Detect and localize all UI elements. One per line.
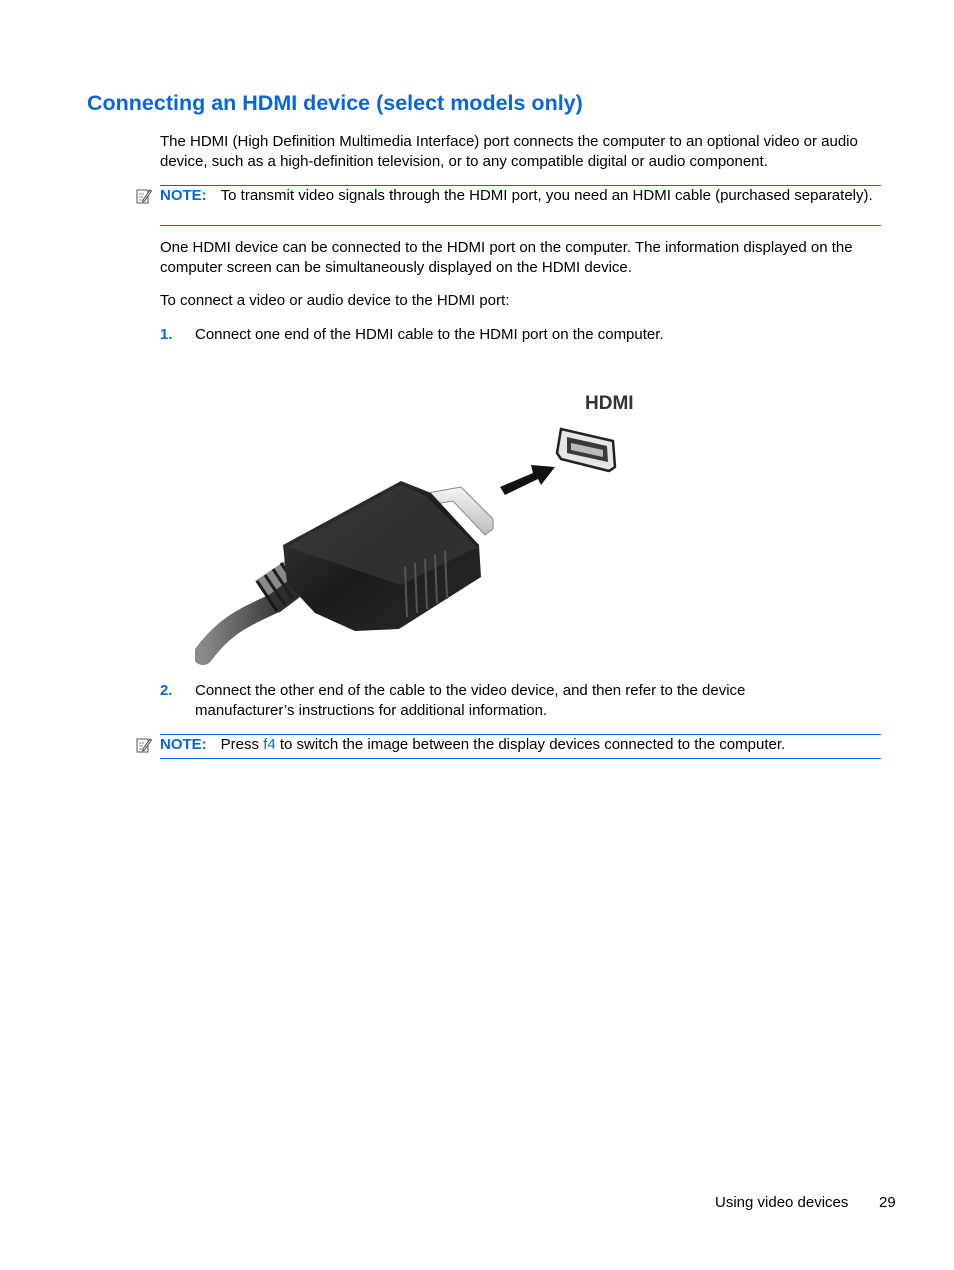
insertion-arrow (500, 465, 555, 495)
intro-paragraph: The HDMI (High Definition Multimedia Interface) port connects the computer to an optional video or audio device, such as a high-definition television, or to any compatible digital or audio component. (160, 133, 858, 170)
hdmi-port-label: HDMI (585, 393, 634, 414)
note-text: To transmit video signals through the HDMI port, you need an HDMI cable (purchased separately). (220, 187, 873, 204)
note-text-after: to switch the image between the display devices connected to the computer. (275, 736, 786, 753)
section-heading: Connecting an HDMI device (select models only) (87, 91, 583, 115)
note-box-2 (160, 734, 881, 759)
hdmi-port (557, 429, 615, 471)
step-number: 1. (160, 326, 173, 343)
note-text-before: Press (220, 736, 264, 753)
page-number: 29 (879, 1194, 896, 1211)
note-pencil-icon (136, 188, 152, 204)
step-text: Connect one end of the HDMI cable to the HDMI port on the computer. (195, 326, 664, 343)
footer-section-title: Using video devices (715, 1194, 849, 1211)
step-number: 2. (160, 682, 173, 699)
paragraph-device-info: One HDMI device can be connected to the HDMI port on the computer. The information displayed on the computer screen can be simultaneously displayed on the HDMI device. (160, 239, 853, 276)
note-label: NOTE: (160, 736, 207, 753)
step-text: Connect the other end of the cable to the video device, and then refer to the device manufacturer’s instructions for additional information. (195, 682, 746, 719)
hdmi-connector-illustration (195, 385, 645, 665)
note-box-1 (160, 185, 881, 226)
note-pencil-icon (136, 737, 152, 753)
note-label: NOTE: (160, 187, 207, 204)
key-f4-link[interactable]: f4 (263, 736, 276, 753)
paragraph-connect-intro: To connect a video or audio device to the HDMI port: (160, 292, 510, 309)
